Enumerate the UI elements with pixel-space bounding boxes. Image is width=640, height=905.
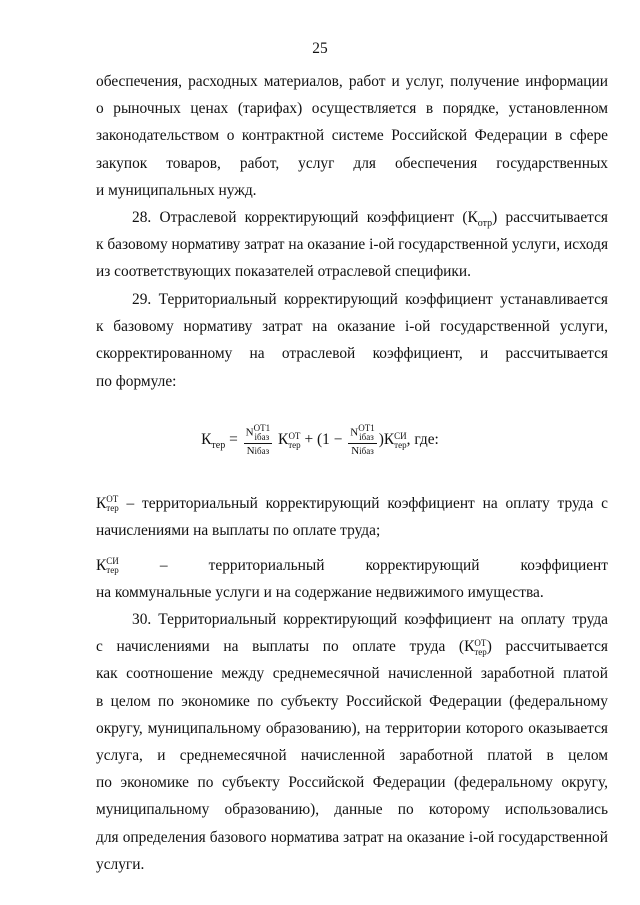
p30-text-a: с начислениями на выплаты по оплате труда ( bbox=[96, 638, 465, 656]
text-line: скорректированному на отраслевой коэффициент, и рассчитывается bbox=[96, 345, 608, 363]
page-number: 25 bbox=[312, 40, 328, 57]
p30-text-b: ) рассчитывается bbox=[486, 638, 608, 656]
paragraph-29 bbox=[96, 286, 608, 395]
text-line: для определения базового норматива затрат на оказание i-ой государственной bbox=[96, 828, 608, 846]
def2-text: – территориальный корректирующий коэффициент bbox=[118, 557, 608, 574]
p28-text-b: ) рассчитывается bbox=[492, 209, 608, 226]
text-line: обеспечения, расходных материалов, работ и услуг, получение информации bbox=[96, 73, 608, 90]
text-line: 30. Территориальный корректирующий коэффициент на оплату труда bbox=[132, 611, 608, 628]
def1-symbol: К ОТ тер bbox=[96, 494, 119, 514]
text-line bbox=[96, 552, 608, 579]
text-line: в целом по экономике по субъекту Российской Федерации (федеральному bbox=[96, 692, 608, 710]
text-line: по экономике по субъекту Российской Федерации (федеральному округу, bbox=[96, 774, 608, 792]
formula-close: ) bbox=[378, 431, 384, 449]
text-line: к базовому нормативу затрат на оказание i-ой государственной услуги, исходя bbox=[96, 236, 609, 254]
text-line bbox=[96, 204, 608, 231]
text-line: муниципальному образованию), данные по которому использовались bbox=[96, 801, 608, 819]
def2-symbol: К СИ тер bbox=[96, 556, 119, 576]
text-line: как соотношение между среднемесячной начисленной заработной платой bbox=[96, 665, 608, 683]
text-line: услуги. bbox=[96, 855, 145, 873]
text-line: о рыночных ценах (тарифах) осуществляется в порядке, установленном bbox=[96, 100, 608, 118]
formula-k-ci: К СИ тер bbox=[383, 430, 407, 450]
formula-plus: + (1 − bbox=[304, 431, 343, 449]
formula-k-ter: $К_{тер}$ bbox=[201, 431, 226, 452]
formula-fraction-2: N ОТ1 iбаз N iбаз bbox=[350, 423, 375, 457]
text-line: 29. Территориальный корректирующий коэффициент устанавливается bbox=[132, 291, 608, 308]
p30-symbol: К ОТ тер bbox=[464, 637, 487, 657]
text-line: начислениями на выплаты по оплате труда; bbox=[96, 522, 381, 540]
paragraph-continuation bbox=[96, 68, 608, 204]
definition-k-ci bbox=[96, 552, 608, 606]
formula-k-ot: К ОТ тер bbox=[277, 430, 301, 450]
text-line bbox=[96, 633, 608, 660]
text-line: по формуле: bbox=[96, 372, 177, 390]
paragraph-28 bbox=[96, 204, 608, 286]
p28-text-a: 28. Отраслевой корректирующий коэффициент (К bbox=[132, 209, 478, 226]
text-line: и муниципальных нужд. bbox=[96, 181, 257, 199]
text-line: из соответствующих показателей отраслевой специфики. bbox=[96, 263, 471, 281]
text-line: услуга, и среднемесячной начисленной заработной платой в целом bbox=[96, 746, 608, 764]
def1-text: – территориальный корректирующий коэффициент на оплату труда с bbox=[118, 495, 608, 512]
text-line bbox=[96, 490, 608, 517]
text-line: на коммунальные услуги и на содержание недвижимого имущества. bbox=[96, 584, 544, 602]
text-line: округу, муниципальному образованию), на территории которого оказывается bbox=[96, 719, 608, 737]
formula-tail: , где: bbox=[406, 431, 439, 449]
definition-k-ot bbox=[96, 490, 608, 544]
p28-subscript: отр bbox=[477, 218, 493, 230]
text-line: законодательством о контрактной системе Российской Федерации в сфере bbox=[96, 127, 608, 145]
text-line: закупок товаров, работ, услуг для обеспечения государственных bbox=[96, 154, 608, 172]
formula bbox=[0, 424, 640, 457]
formula-equals: = bbox=[229, 431, 238, 449]
paragraph-30 bbox=[96, 606, 608, 878]
formula-fraction-1: N ОТ1 iбаз N iбаз bbox=[245, 423, 271, 457]
text-line: к базовому нормативу затрат на оказание i-ой государственной услуги, bbox=[96, 318, 608, 336]
